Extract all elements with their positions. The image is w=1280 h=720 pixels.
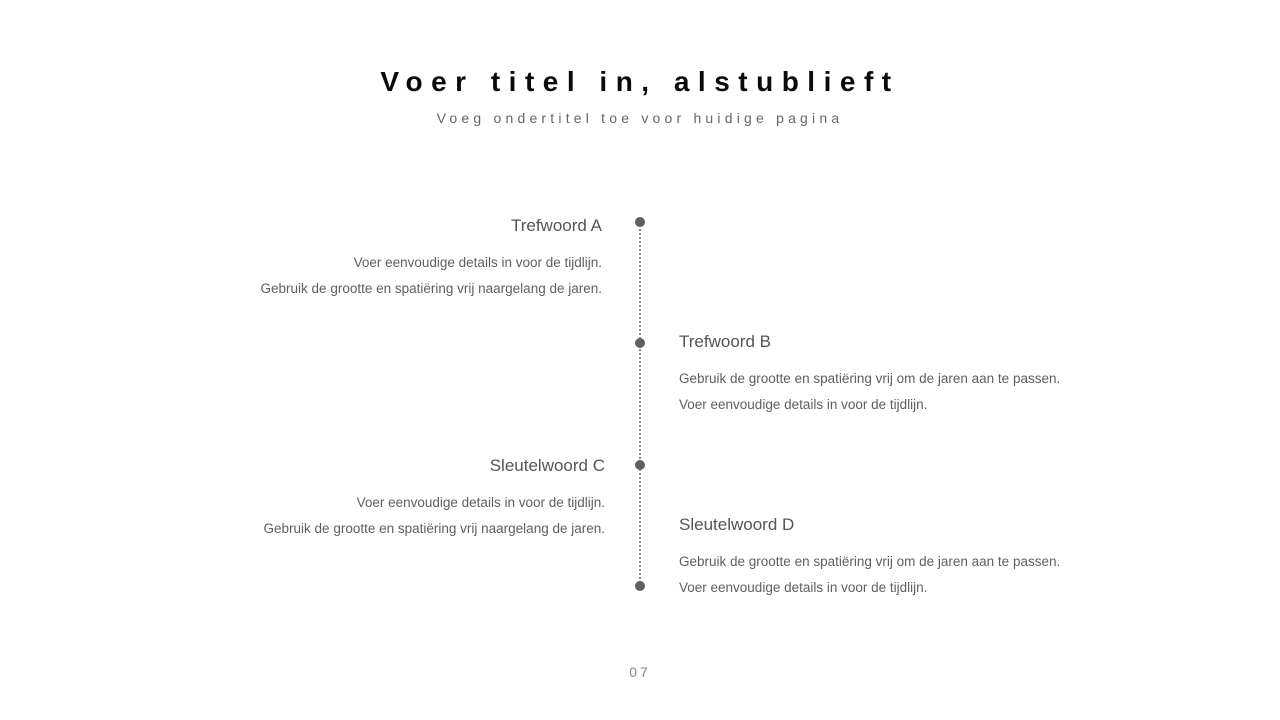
timeline-detail: Voer eenvoudige details in voor de tijdlijn. xyxy=(353,255,602,270)
timeline-item-d xyxy=(679,515,1060,601)
timeline-detail: Gebruik de grootte en spatiëring vrij naargelang de jaren. xyxy=(260,281,602,296)
timeline-item-b xyxy=(679,332,1060,418)
timeline-detail: Gebruik de grootte en spatiëring vrij naargelang de jaren. xyxy=(263,521,605,536)
timeline-dot xyxy=(635,460,645,470)
timeline-dot xyxy=(635,217,645,227)
page-title: Voer titel in, alstublieft xyxy=(380,66,900,97)
timeline-dot xyxy=(635,581,645,591)
timeline-detail: Gebruik de grootte en spatiëring vrij om de jaren aan te passen. xyxy=(679,554,1061,569)
timeline-detail: Gebruik de grootte en spatiëring vrij om de jaren aan te passen. xyxy=(679,371,1061,386)
timeline-keyword: Trefwoord B xyxy=(679,332,771,351)
timeline-keyword: Sleutelwoord D xyxy=(679,515,795,534)
timeline-detail: Voer eenvoudige details in voor de tijdlijn. xyxy=(356,495,605,510)
timeline-item-a xyxy=(261,216,602,302)
timeline-detail: Voer eenvoudige details in voor de tijdlijn. xyxy=(679,397,928,412)
timeline-dot xyxy=(635,338,645,348)
page-subtitle: Voeg ondertitel toe voor huidige pagina xyxy=(436,110,844,126)
page-number: 07 xyxy=(629,664,651,680)
timeline-item-c xyxy=(264,456,605,542)
timeline-keyword: Sleutelwoord C xyxy=(489,456,605,475)
timeline-detail: Voer eenvoudige details in voor de tijdlijn. xyxy=(679,580,928,595)
timeline-keyword: Trefwoord A xyxy=(510,216,602,235)
timeline-line xyxy=(639,222,641,586)
